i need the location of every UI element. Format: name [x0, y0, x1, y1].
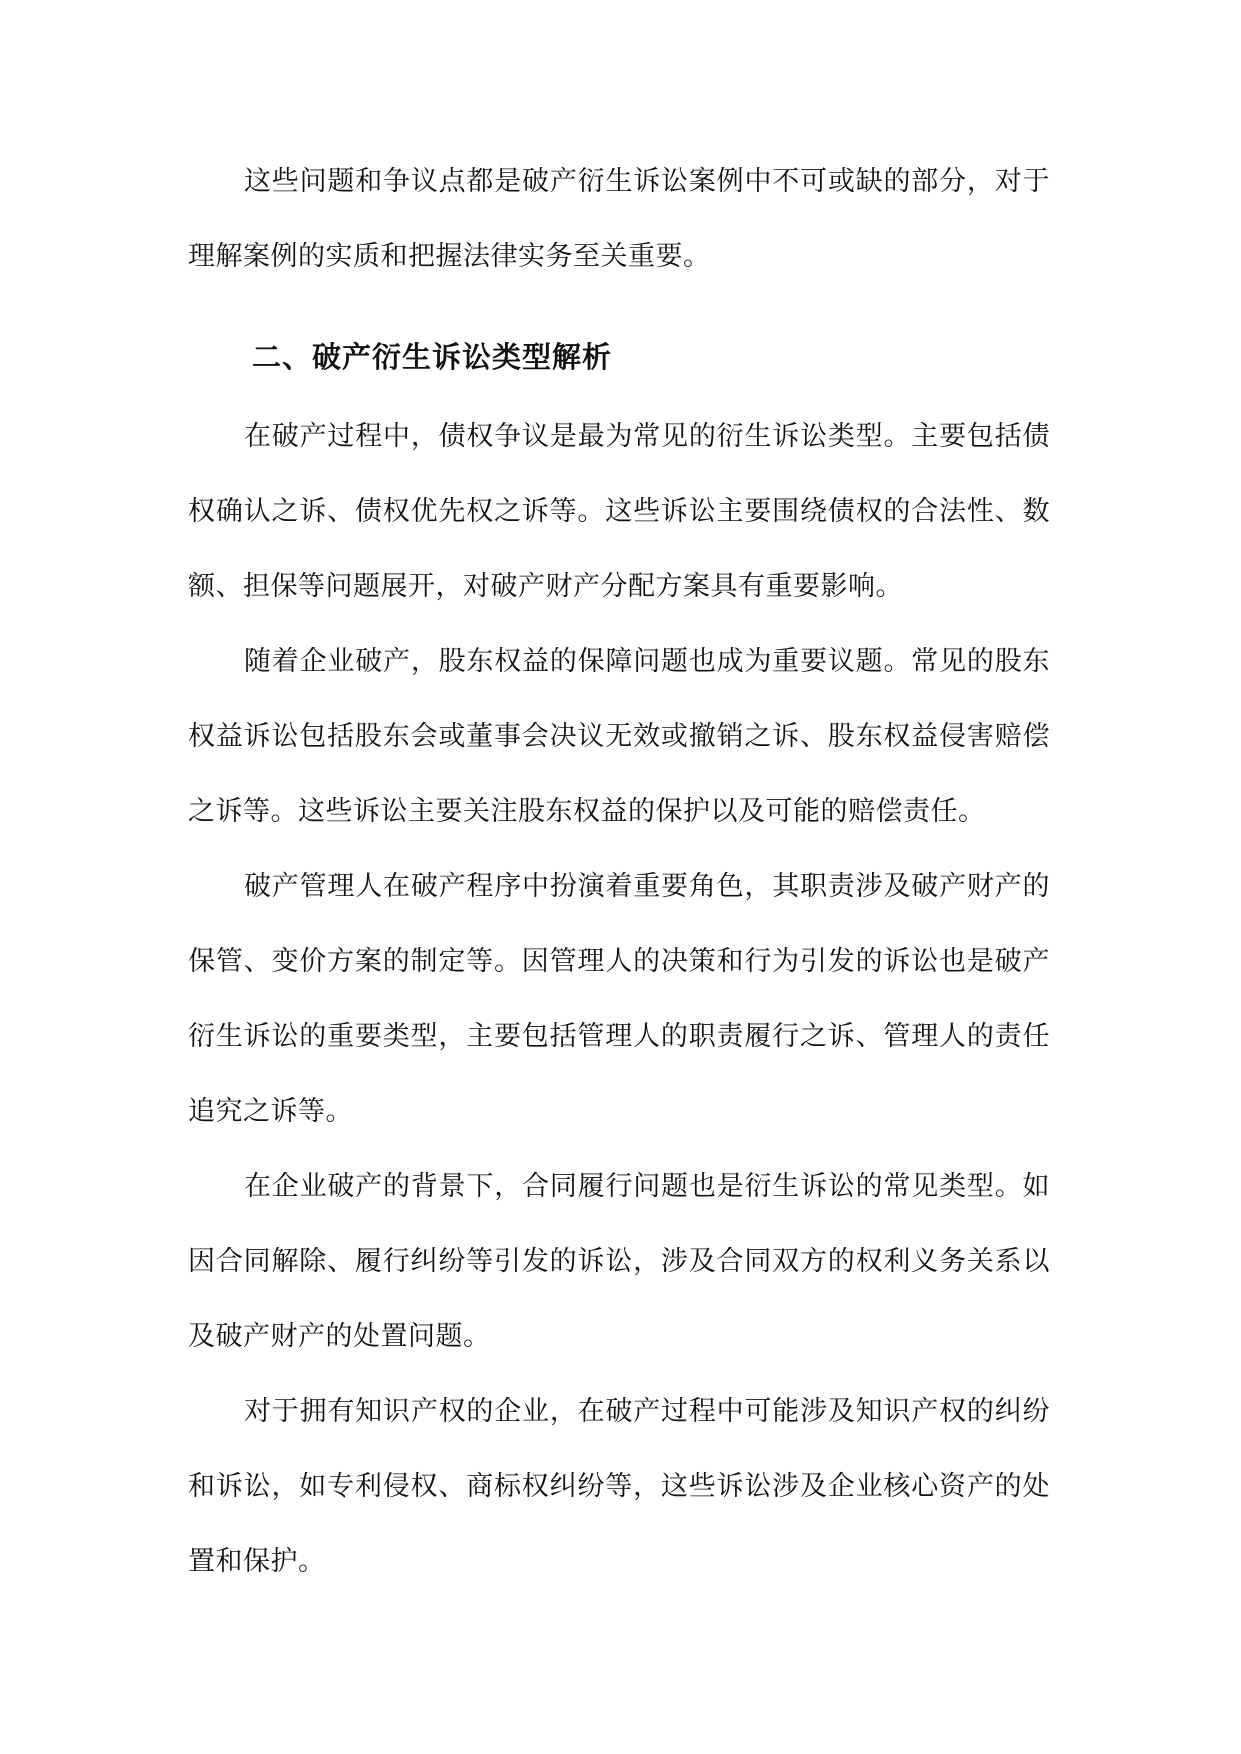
document-body [188, 144, 1050, 1599]
paragraph-creditor-claims: 在破产过程中，债权争议是最为常见的衍生诉讼类型。主要包括债权确认之诉、债权优先权之诉等。这些诉讼主要围绕债权的合法性、数额、担保等问题展开，对破产财产分配方案具有重要影响。 [188, 421, 1050, 602]
section-heading: 二、破产衍生诉讼类型解析 [252, 340, 613, 374]
intro-paragraph: 这些问题和争议点都是破产衍生诉讼案例中不可或缺的部分，对于理解案例的实质和把握法律实务至关重要。 [188, 166, 1050, 272]
paragraph-administrator: 破产管理人在破产程序中扮演着重要角色，其职责涉及破产财产的保管、变价方案的制定等。因管理人的决策和行为引发的诉讼也是破产衍生诉讼的重要类型，主要包括管理人的职责履行之诉、管理人的责任追究之诉等。 [188, 871, 1050, 1127]
paragraph-contract-performance: 在企业破产的背景下，合同履行问题也是衍生诉讼的常见类型。如因合同解除、履行纠纷等引发的诉讼，涉及合同双方的权利义务关系以及破产财产的处置问题。 [188, 1171, 1050, 1352]
paragraph-shareholder-rights: 随着企业破产，股东权益的保障问题也成为重要议题。常见的股东权益诉讼包括股东会或董事会决议无效或撤销之诉、股东权益侵害赔偿之诉等。这些诉讼主要关注股东权益的保护以及可能的赔偿责任。 [188, 646, 1050, 827]
paragraph-intellectual-property: 对于拥有知识产权的企业，在破产过程中可能涉及知识产权的纠纷和诉讼，如专利侵权、商标权纠纷等，这些诉讼涉及企业核心资产的处置和保护。 [188, 1396, 1050, 1577]
